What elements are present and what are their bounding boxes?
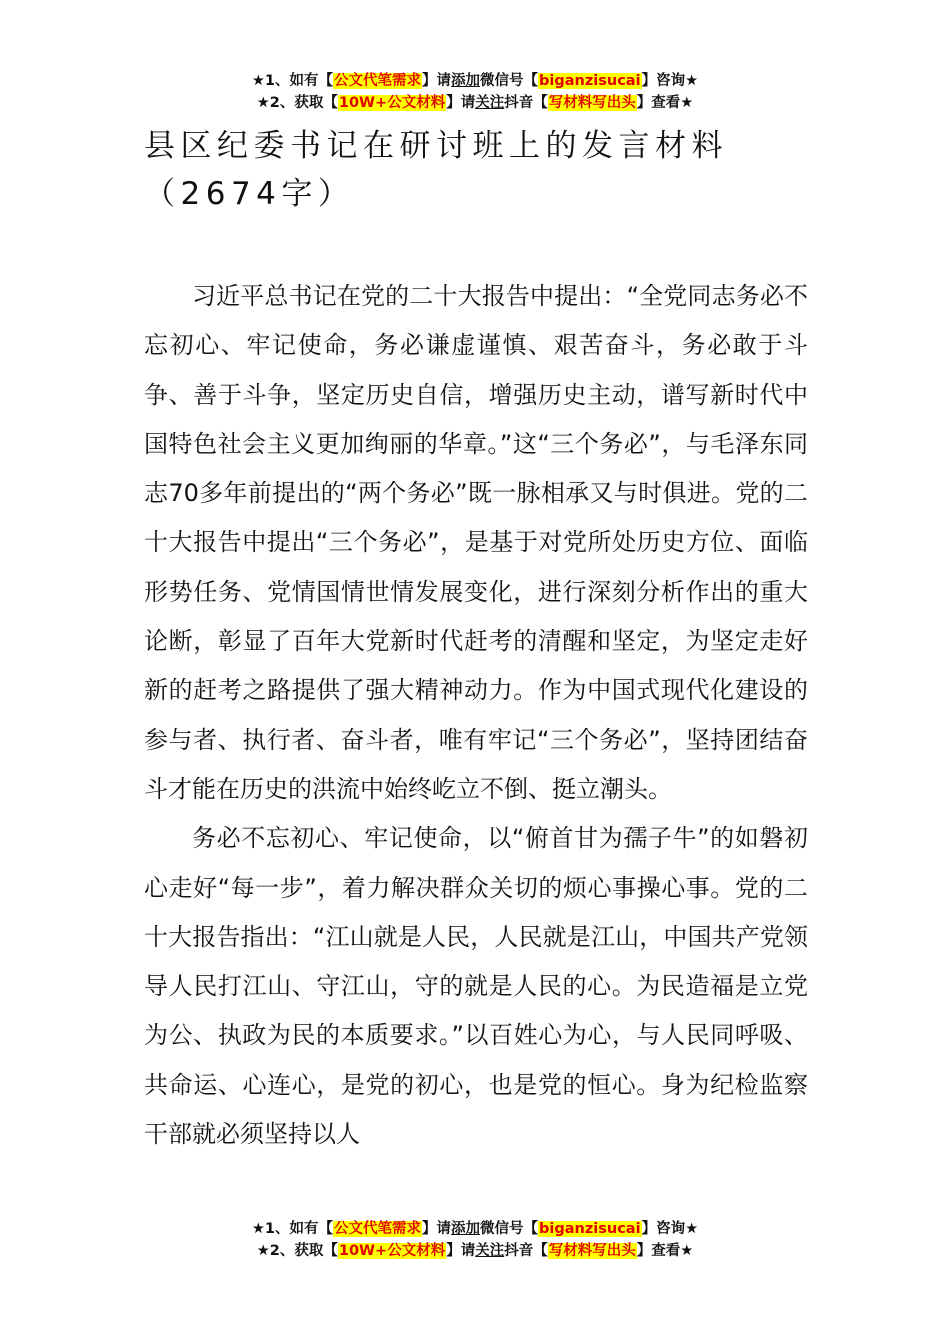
header-promo-banner [0, 70, 950, 114]
promo-text: 】咨询★ [641, 1221, 699, 1237]
promo-text: 2、获取【 [269, 1243, 338, 1259]
promo-text: 抖音【 [504, 95, 548, 111]
promo-line-2 [0, 1240, 950, 1262]
highlight-douyin-account: 写材料写出头 [548, 95, 636, 111]
promo-text: 】请 [422, 1221, 452, 1237]
star-icon: ★ [251, 1221, 265, 1237]
highlight-service: 公文代笔需求 [334, 73, 422, 89]
underlined-text: 添加 [451, 1221, 481, 1237]
underlined-text: 添加 [451, 73, 481, 89]
underlined-text: 关注 [475, 95, 505, 111]
promo-text: 抖音【 [504, 1243, 548, 1259]
promo-text: 1、如有【 [264, 1221, 334, 1237]
promo-text: 】请 [446, 1243, 476, 1259]
promo-line-1 [0, 1218, 950, 1240]
promo-text: 1、如有【 [264, 73, 334, 89]
footer-promo-banner [0, 1218, 950, 1262]
promo-text: 】请 [422, 73, 452, 89]
promo-text: 】请 [446, 95, 476, 111]
highlight-materials: 10W+公文材料 [338, 1243, 446, 1259]
promo-text: 微信号【 [480, 73, 539, 89]
highlight-wechat-id: biganzisucai [539, 1221, 641, 1237]
document-title: 县区纪委书记在研讨班上的发言材料（2674字） [144, 128, 728, 212]
promo-text: 2、获取【 [269, 95, 338, 111]
highlight-materials: 10W+公文材料 [338, 95, 446, 111]
promo-text: 微信号【 [480, 1221, 539, 1237]
body-paragraph: 务必不忘初心、牢记使命，以“俯首甘为孺子牛”的如磐初心走好“每一步”，着力解决群众关切的烦心事操心事。党的二十大报告指出：“江山就是人民，人民就是江山，中国共产党领导人民打江山、守江山，守的就是人民的心。为民造福是立党为公、执政为民的本质要求。”以百姓心为心，与人民同呼吸、共命运、心连心，是党的初心，也是党的恒心。身为纪检监察干部就必须坚持以人 [144, 824, 808, 1149]
star-icon: ★ [256, 1243, 270, 1259]
promo-text: 】查看★ [636, 1243, 694, 1259]
promo-line-2 [0, 92, 950, 114]
promo-line-1 [0, 70, 950, 92]
highlight-douyin-account: 写材料写出头 [548, 1243, 636, 1259]
promo-text: 】查看★ [636, 95, 694, 111]
body-paragraph: 习近平总书记在党的二十大报告中提出：“全党同志务必不忘初心、牢记使命，务必谦虚谨慎、艰苦奋斗，务必敢于斗争、善于斗争，坚定历史自信，增强历史主动，谱写新时代中国特色社会主义更加绚丽的华章。”这“三个务必”，与毛泽东同志70多年前提出的“两个务必”既一脉相承又与时俱进。党的二十大报告中提出“三个务必”，是基于对党所处历史方位、面临形势任务、党情国情世情发展变化，进行深刻分析作出的重大论断，彰显了百年大党新时代赶考的清醒和坚定，为坚定走好新的赶考之路提供了强大精神动力。作为中国式现代化建设的参与者、执行者、奋斗者，唯有牢记“三个务必”，坚持团结奋斗才能在历史的洪流中始终屹立不倒、挺立潮头。 [144, 282, 808, 803]
highlight-service: 公文代笔需求 [334, 1221, 422, 1237]
star-icon: ★ [256, 95, 270, 111]
promo-text: 】咨询★ [641, 73, 699, 89]
document-body [144, 272, 808, 1159]
highlight-wechat-id: biganzisucai [539, 73, 641, 89]
underlined-text: 关注 [475, 1243, 505, 1259]
star-icon: ★ [251, 73, 265, 89]
